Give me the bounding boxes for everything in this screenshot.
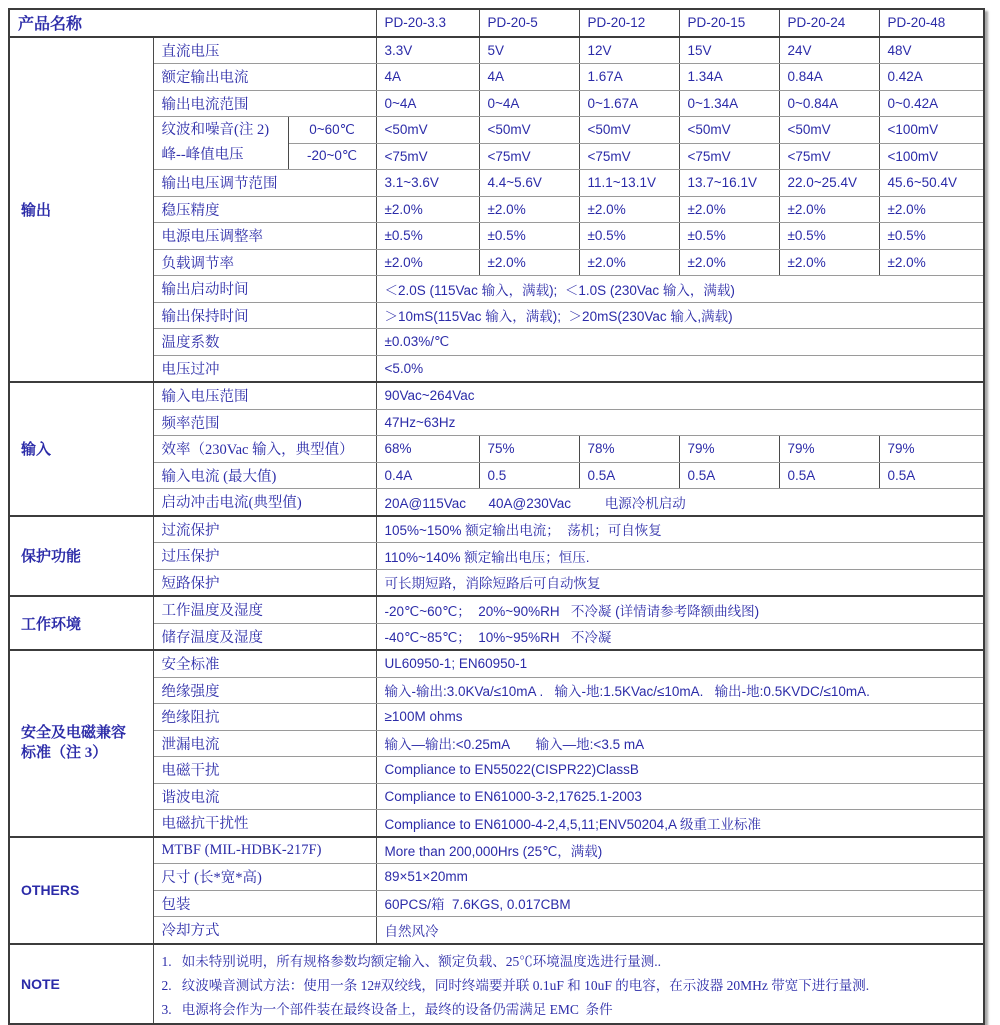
spec-value: 0.5A xyxy=(579,462,679,489)
spec-value: ±2.0% xyxy=(679,196,779,223)
note-list xyxy=(153,944,984,1024)
param-label: 效率（230Vac 输入，典型值） xyxy=(153,436,376,463)
spec-value: ±2.0% xyxy=(579,196,679,223)
spec-value: ±0.5% xyxy=(879,223,984,250)
section-others: OTHERS xyxy=(9,837,153,944)
param-label: 电磁干扰 xyxy=(153,757,376,784)
param-label: 直流电压 xyxy=(153,37,376,64)
spec-value: <50mV xyxy=(479,117,579,144)
param-label: 尺寸 (长*宽*高) xyxy=(153,864,376,891)
model-header: PD-20-15 xyxy=(679,9,779,37)
param-label: 输出电压调节范围 xyxy=(153,170,376,197)
spec-value: <75mV xyxy=(579,143,679,170)
spec-row xyxy=(9,196,984,223)
spec-row xyxy=(9,704,984,731)
section-safety-emc xyxy=(9,650,153,837)
note-item: 1. 如未特别说明，所有规格参数均额定输入、额定负载、25℃环境温度选进行量测.. xyxy=(161,953,661,969)
spec-value: ±2.0% xyxy=(579,249,679,276)
param-label: 电压过冲 xyxy=(153,355,376,382)
model-header: PD-20-48 xyxy=(879,9,984,37)
spec-value: 13.7~16.1V xyxy=(679,170,779,197)
param-label: 输出电流范围 xyxy=(153,90,376,117)
spec-row xyxy=(9,64,984,91)
spec-value: 15V xyxy=(679,37,779,64)
spec-row xyxy=(9,170,984,197)
spec-value: 79% xyxy=(679,436,779,463)
spec-value: <75mV xyxy=(376,143,479,170)
spec-row xyxy=(9,249,984,276)
spec-value: 0~1.67A xyxy=(579,90,679,117)
spec-value: 22.0~25.4V xyxy=(779,170,879,197)
spec-value: <100mV xyxy=(879,117,984,144)
spec-value: 79% xyxy=(779,436,879,463)
spec-value: ±0.5% xyxy=(779,223,879,250)
spec-value: ±2.0% xyxy=(479,196,579,223)
spec-value: 4A xyxy=(479,64,579,91)
spec-value: 0~0.42A xyxy=(879,90,984,117)
spec-row xyxy=(9,223,984,250)
ripple-label-line1: 纹波和噪音(注 2) xyxy=(161,122,270,138)
spec-row xyxy=(9,409,984,436)
model-header: PD-20-5 xyxy=(479,9,579,37)
spec-row xyxy=(9,730,984,757)
spec-value: <50mV xyxy=(779,117,879,144)
spec-value: 0.42A xyxy=(879,64,984,91)
spec-value: <50mV xyxy=(579,117,679,144)
spec-value: <50mV xyxy=(376,117,479,144)
param-label: 稳压精度 xyxy=(153,196,376,223)
param-label: 负载调节率 xyxy=(153,249,376,276)
spec-value: 0~0.84A xyxy=(779,90,879,117)
param-label: 冷却方式 xyxy=(153,917,376,944)
spec-value: ±2.0% xyxy=(376,196,479,223)
spec-value: 4.4~5.6V xyxy=(479,170,579,197)
spec-row xyxy=(9,596,984,623)
spec-row xyxy=(9,810,984,837)
spec-value-span: ＜2.0S (115Vac 输入，满载); ＜1.0S (230Vac 输入，满载) xyxy=(376,276,984,303)
spec-value-span: 可长期短路，消除短路后可自动恢复 xyxy=(376,569,984,596)
spec-value-span: Compliance to EN61000-3-2,17625.1-2003 xyxy=(376,783,984,810)
spec-value: 0.84A xyxy=(779,64,879,91)
spec-value: 0.5A xyxy=(879,462,984,489)
param-label: 短路保护 xyxy=(153,569,376,596)
param-label: 安全标准 xyxy=(153,650,376,677)
header-row xyxy=(9,9,984,37)
spec-value: 1.67A xyxy=(579,64,679,91)
spec-value: 45.6~50.4V xyxy=(879,170,984,197)
spec-value: 11.1~13.1V xyxy=(579,170,679,197)
spec-value-span: 60PCS/箱 7.6KGS, 0.017CBM xyxy=(376,890,984,917)
spec-row xyxy=(9,569,984,596)
spec-value: ±0.5% xyxy=(479,223,579,250)
spec-value: ±0.5% xyxy=(376,223,479,250)
section-input: 输入 xyxy=(9,382,153,516)
spec-row xyxy=(9,355,984,382)
section-output: 输出 xyxy=(9,37,153,383)
param-label: 输出保持时间 xyxy=(153,302,376,329)
spec-value: ±2.0% xyxy=(779,196,879,223)
spec-value: ±2.0% xyxy=(879,249,984,276)
spec-value: <75mV xyxy=(779,143,879,170)
param-label: 输出启动时间 xyxy=(153,276,376,303)
spec-value: 75% xyxy=(479,436,579,463)
param-label: 绝缘强度 xyxy=(153,677,376,704)
spec-row xyxy=(9,757,984,784)
spec-value: 1.34A xyxy=(679,64,779,91)
note-row xyxy=(9,944,984,1024)
spec-row xyxy=(9,623,984,650)
param-label: 泄漏电流 xyxy=(153,730,376,757)
spec-row xyxy=(9,783,984,810)
section-note: NOTE xyxy=(9,944,153,1024)
param-label: MTBF (MIL-HDBK-217F) xyxy=(153,837,376,864)
param-label: 温度系数 xyxy=(153,329,376,356)
spec-value: ±0.5% xyxy=(579,223,679,250)
spec-row xyxy=(9,516,984,543)
ripple-label-line2: 峰--峰值电压 xyxy=(161,147,244,163)
spec-row xyxy=(9,489,984,516)
spec-row xyxy=(9,677,984,704)
spec-value: ±0.5% xyxy=(679,223,779,250)
spec-value-span: 89×51×20mm xyxy=(376,864,984,891)
safety-label-line1: 安全及电磁兼容 xyxy=(21,725,127,742)
spec-value: 4A xyxy=(376,64,479,91)
spec-value-span: ＞10mS(115Vac 输入，满载); ＞20mS(230Vac 输入,满载) xyxy=(376,302,984,329)
spec-value-span: 自然风冷 xyxy=(376,917,984,944)
temp-range-high: 0~60℃ xyxy=(288,117,376,144)
spec-value: 48V xyxy=(879,37,984,64)
param-label: 频率范围 xyxy=(153,409,376,436)
spec-row xyxy=(9,436,984,463)
note-item: 3. 电源将会作为一个部件装在最终设备上，最终的设备仍需满足 EMC 条件 xyxy=(161,1001,613,1017)
spec-value: ±2.0% xyxy=(479,249,579,276)
spec-value: 68% xyxy=(376,436,479,463)
param-label: 电磁抗干扰性 xyxy=(153,810,376,837)
spec-value: 0.5A xyxy=(679,462,779,489)
spec-row xyxy=(9,382,984,409)
param-label-ripple xyxy=(153,117,288,170)
spec-value: 0.5 xyxy=(479,462,579,489)
spec-value-span: 20A@115Vac 40A@230Vac 电源冷机启动 xyxy=(376,489,984,516)
spec-value-span: 90Vac~264Vac xyxy=(376,382,984,409)
spec-value-span: 105%~150% 额定输出电流； 荡机；可自恢复 xyxy=(376,516,984,543)
spec-row xyxy=(9,302,984,329)
param-label: 工作温度及湿度 xyxy=(153,596,376,623)
spec-value-span: <5.0% xyxy=(376,355,984,382)
param-label: 输入电压范围 xyxy=(153,382,376,409)
spec-value: 79% xyxy=(879,436,984,463)
spec-row xyxy=(9,90,984,117)
model-header: PD-20-24 xyxy=(779,9,879,37)
spec-value-span: 110%~140% 额定输出电压；恒压. xyxy=(376,543,984,570)
spec-value: <50mV xyxy=(679,117,779,144)
spec-row xyxy=(9,917,984,944)
temp-range-low: -20~0℃ xyxy=(288,143,376,170)
param-label: 储存温度及湿度 xyxy=(153,623,376,650)
param-label: 过压保护 xyxy=(153,543,376,570)
param-label: 启动冲击电流(典型值) xyxy=(153,489,376,516)
model-header: PD-20-3.3 xyxy=(376,9,479,37)
spec-value: 24V xyxy=(779,37,879,64)
spec-value: 3.1~3.6V xyxy=(376,170,479,197)
spec-value-span: ±0.03%/℃ xyxy=(376,329,984,356)
param-label: 输入电流 (最大值) xyxy=(153,462,376,489)
spec-value: <100mV xyxy=(879,143,984,170)
spec-value-span: 47Hz~63Hz xyxy=(376,409,984,436)
spec-value: <75mV xyxy=(479,143,579,170)
spec-value: ±2.0% xyxy=(879,196,984,223)
param-label: 过流保护 xyxy=(153,516,376,543)
spec-value: 0.5A xyxy=(779,462,879,489)
section-environment: 工作环境 xyxy=(9,596,153,650)
spec-row xyxy=(9,650,984,677)
spec-value-span: ≥100M ohms xyxy=(376,704,984,731)
param-label: 包装 xyxy=(153,890,376,917)
spec-value: 3.3V xyxy=(376,37,479,64)
model-header: PD-20-12 xyxy=(579,9,679,37)
spec-value-span: Compliance to EN55022(CISPR22)ClassB xyxy=(376,757,984,784)
param-label: 电源电压调整率 xyxy=(153,223,376,250)
spec-row xyxy=(9,864,984,891)
spec-value-span: -40℃~85℃； 10%~95%RH 不冷凝 xyxy=(376,623,984,650)
product-name-header: 产品名称 xyxy=(9,9,376,37)
spec-value-span: -20℃~60℃； 20%~90%RH 不冷凝 (详情请参考降额曲线图) xyxy=(376,596,984,623)
spec-value-span: UL60950-1; EN60950-1 xyxy=(376,650,984,677)
note-item: 2. 纹波噪音测试方法：使用一条 12#双绞线，同时终端要并联 0.1uF 和 10uF 的电容，在示波器 20MHz 带宽下进行量测. xyxy=(161,977,870,993)
spec-row xyxy=(9,329,984,356)
spec-sheet xyxy=(8,8,985,1025)
param-label: 绝缘阻抗 xyxy=(153,704,376,731)
param-label: 谐波电流 xyxy=(153,783,376,810)
spec-value-span: More than 200,000Hrs (25℃，满载) xyxy=(376,837,984,864)
safety-label-line2: 标准（注 3） xyxy=(21,745,108,762)
spec-value: ±2.0% xyxy=(376,249,479,276)
spec-value: 12V xyxy=(579,37,679,64)
spec-table xyxy=(8,8,985,1025)
spec-value: 5V xyxy=(479,37,579,64)
spec-value: 0.4A xyxy=(376,462,479,489)
spec-row xyxy=(9,543,984,570)
spec-value: 0~4A xyxy=(479,90,579,117)
spec-row xyxy=(9,462,984,489)
spec-value-span: 输入-输出:3.0KVa/≤10mA . 输入-地:1.5KVac/≤10mA. 输出-地:0.5KVDC/≤10mA. xyxy=(376,677,984,704)
spec-value: ±2.0% xyxy=(679,249,779,276)
spec-value: 0~4A xyxy=(376,90,479,117)
spec-row xyxy=(9,117,984,144)
spec-value: ±2.0% xyxy=(779,249,879,276)
spec-value: <75mV xyxy=(679,143,779,170)
spec-value: 0~1.34A xyxy=(679,90,779,117)
param-label: 额定输出电流 xyxy=(153,64,376,91)
spec-row xyxy=(9,37,984,64)
spec-value: 78% xyxy=(579,436,679,463)
spec-row xyxy=(9,890,984,917)
spec-row xyxy=(9,276,984,303)
spec-value-span: Compliance to EN61000-4-2,4,5,11;ENV50204,A 级重工业标准 xyxy=(376,810,984,837)
spec-value-span: 输入—输出:<0.25mA 输入—地:<3.5 mA xyxy=(376,730,984,757)
spec-row xyxy=(9,837,984,864)
section-protection: 保护功能 xyxy=(9,516,153,597)
